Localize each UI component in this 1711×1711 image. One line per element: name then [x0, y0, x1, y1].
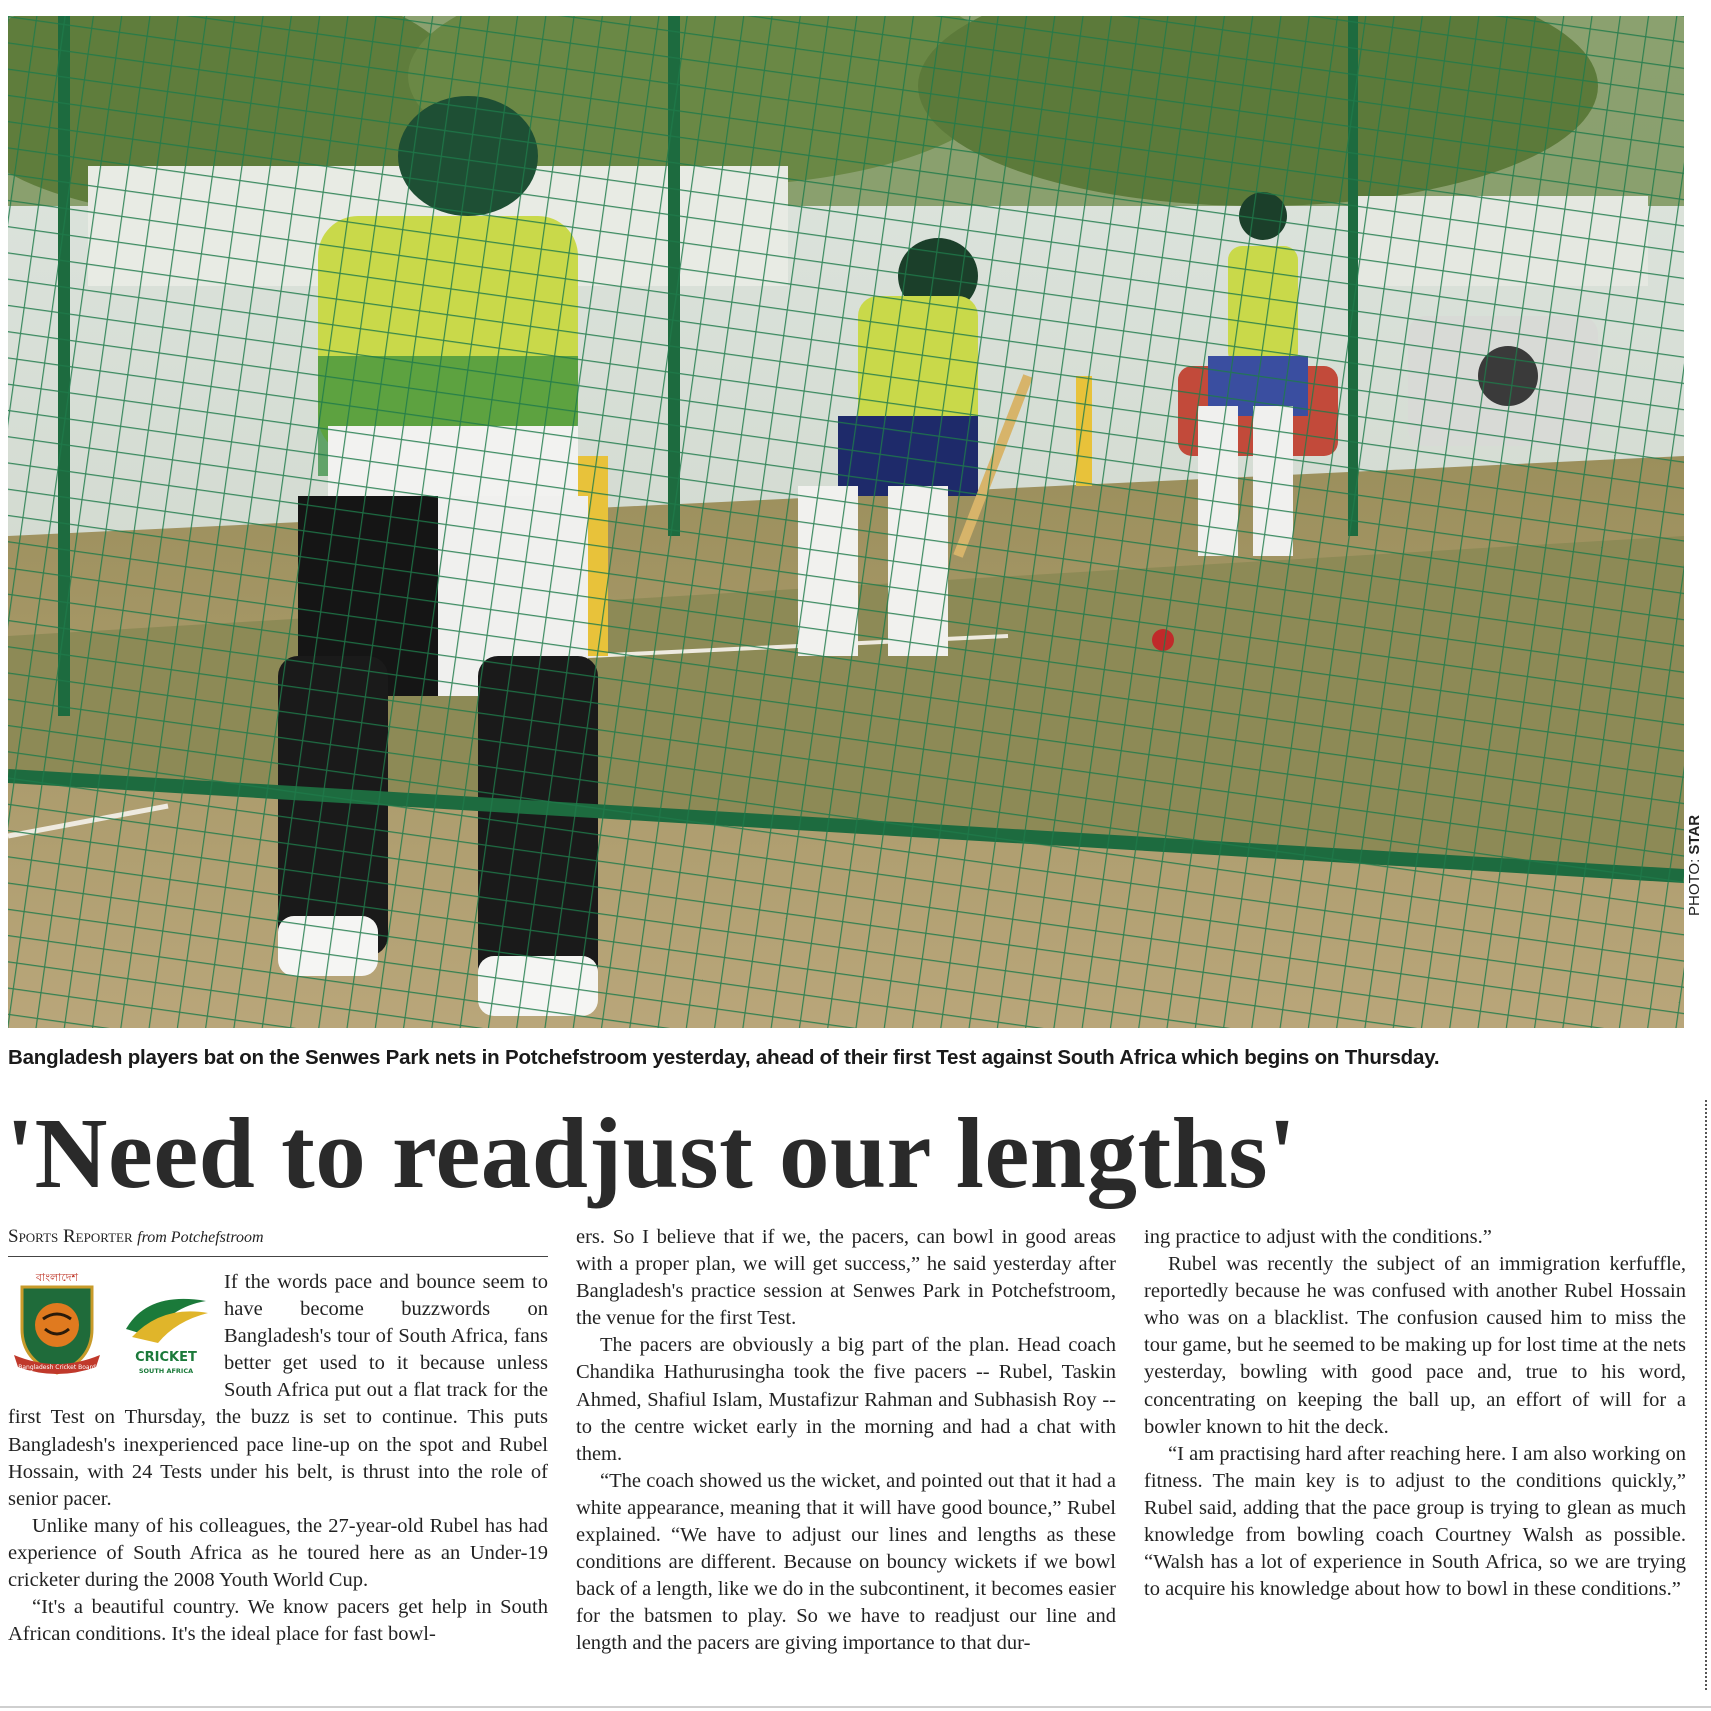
bcb-logo-ribbon: Bangladesh Cricket Board [18, 1364, 96, 1371]
article-paragraph: ers. So I believe that if we, the pacers, can bowl in good areas with a proper plan, we will get success,” he said yesterday after Bangladesh's practice session at Senwes Park in Potchefstroom, the venue for the first Test. [576, 1226, 1116, 1330]
article-column-3 [1144, 1224, 1686, 1603]
byline [8, 1224, 548, 1257]
article-paragraph: Unlike many of his colleagues, the 27-year-old Rubel has had experience of South Africa as he toured here as an Under-19 cricketer during the 2008 Youth World Cup. [8, 1514, 548, 1592]
csa-logo-cricket: CRICKET [135, 1350, 197, 1365]
article-column-2 [576, 1224, 1116, 1658]
photo-credit: PHOTO: STAR [1686, 814, 1703, 916]
byline-location: from Potchefstroom [137, 1229, 264, 1246]
byline-reporter: Sports Reporter [8, 1226, 133, 1247]
cricket-nets-photo [8, 16, 1684, 1028]
article-paragraph: If the words pace and bounce seem to have become buzzwords on Bangladesh's tour of South Africa, fans better get used to it because unless South Africa put out a flat track for the first Test on Thursday, the buzz is set to continue. This puts Bangladesh's inexperienced pace line-up on the spot and Rubel Hossain, with 24 Tests under his belt, is thrust into the role of senior pacer. [8, 1271, 548, 1510]
csa-logo-country: SOUTH AFRICA [138, 1367, 194, 1375]
article-paragraph: ing practice to adjust with the conditions.” [1144, 1226, 1492, 1248]
column-separator [1705, 1100, 1707, 1690]
article-paragraph: “It's a beautiful country. We know pacers get help in South African conditions. It's the ideal place for fast bowl- [8, 1596, 548, 1646]
sponsor-logos [8, 1269, 218, 1385]
headline: 'Need to readjust our lengths' [6, 1097, 1297, 1209]
photo-caption: Bangladesh players bat on the Senwes Park nets in Potchefstroom yesterday, ahead of their first Test against South Africa which begins on Thursday. [8, 1046, 1440, 1069]
csa-logo [118, 1283, 214, 1379]
article-paragraph: “The coach showed us the wicket, and pointed out that it had a white appearance, meaning that it will have good bounce,” Rubel explained. “We have to adjust our lines and lengths as these conditions are different. Because on bouncy wickets if we bowl back of a length, like we do in the subcontinent, it becomes easier for the batsmen to play. So we have to readjust our line and length and the pacers are giving importance to that dur- [576, 1469, 1116, 1655]
article-paragraph: Rubel was recently the subject of an immigration kerfuffle, reportedly because he was confused with another Rubel Hossain who was on a blacklist. The confusion caused him to miss the tour game, but he seemed to be making up for lost time at the nets yesterday, bowling with good pace and, true to his word, concentrating on keeping the ball up, an effort of will for a bowler known to hit the deck. [1144, 1253, 1686, 1438]
article-paragraph: The pacers are obviously a big part of the plan. Head coach Chandika Hathurusingha took the five pacers -- Rubel, Taskin Ahmed, Shafiul Islam, Mustafizur Rahman and Subhasish Roy -- to the centre wicket early in the morning and had a chat with them. [576, 1334, 1116, 1465]
bottom-rule [0, 1706, 1711, 1708]
bcb-logo-text: বাংলাদেশ [35, 1271, 79, 1284]
article-paragraph: “I am practising hard after reaching here. I am also working on fitness. The main key is to adjust to the conditions quickly,” Rubel said, adding that the pace group is trying to glean as much knowledge from bowling coach Courtney Walsh as possible. “Walsh has a lot of experience in South Africa, so we are trying to acquire his knowledge about how to bowl in these conditions.” [1144, 1442, 1686, 1601]
bcb-logo [8, 1269, 106, 1379]
article-column-1 [8, 1224, 548, 1648]
news-photo [8, 16, 1684, 1028]
